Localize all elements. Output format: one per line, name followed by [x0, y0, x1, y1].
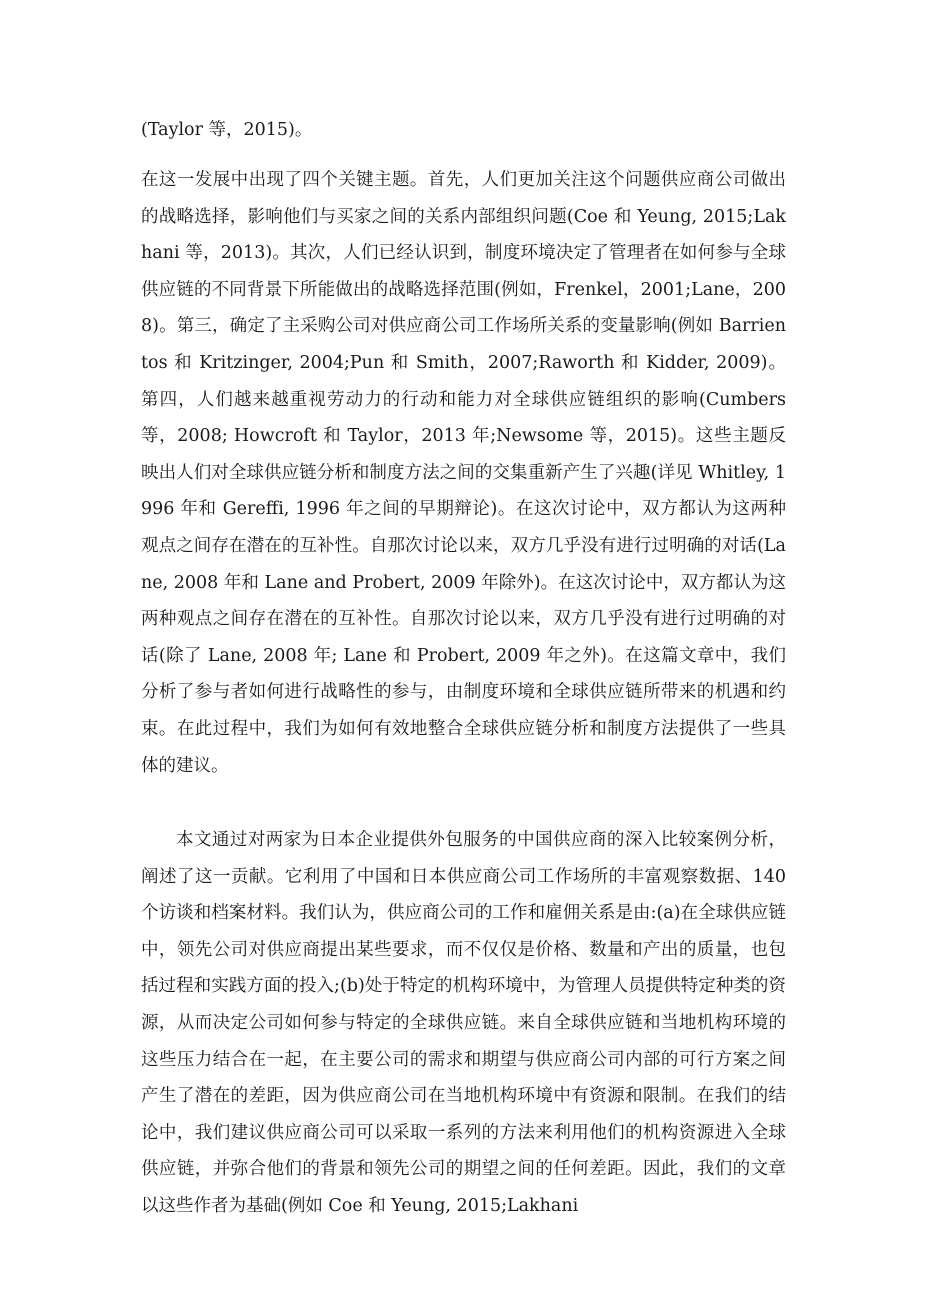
paragraph-key-themes: 在这一发展中出现了四个关键主题。首先，人们更加关注这个问题供应商公司做出的战略选择，影响他们与买家之间的关系内部组织问题(Coe 和 Yeung, 2015;Lakhani 等，2013)。其次，人们已经认识到，制度环境决定了管理者在如何参与全球供应链的不同背景下所能做出的战略选择范围(例如，Frenkel，2001;Lane，2008)。第三，确定了主采购公司对供应商公司工作场所关系的变量影响(例如 Barrientos 和 Kritzinger, 2004;Pun 和 Smith，2007;Raworth 和 Kidder, 2009)。第四，人们越来越重视劳动力的行动和能力对全球供应链组织的影响(Cumbers 等，2008; Howcroft 和 Taylor，2013 年;Newsome 等，2015)。这些主题反映出人们对全球供应链分析和制度方法之间的交集重新产生了兴趣(详见 Whitley, 1996 年和 Gereffi, 1996 年之间的早期辩论)。在这次讨论中，双方都认为这两种观点之间存在潜在的互补性。自那次讨论以来，双方几乎没有进行过明确的对话(Lane, 2008 年和 Lane and Probert, 2009 年除外)。在这次讨论中，双方都认为这两种观点之间存在潜在的互补性。自那次讨论以来，双方几乎没有进行过明确的对话(除了 Lane, 2008 年; Lane 和 Probert, 2009 年之外)。在这篇文章中，我们分析了参与者如何进行战略性的参与，由制度环境和全球供应链所带来的机遇和约束。在此过程中，我们为如何有效地整合全球供应链分析和制度方法提供了一些具体的建议。	[141, 170, 786, 776]
paragraph-fragment: (Taylor 等，2015)。	[141, 120, 313, 140]
paragraph-case-study: 本文通过对两家为日本企业提供外包服务的中国供应商的深入比较案例分析，阐述了这一贡献。它利用了中国和日本供应商公司工作场所的丰富观察数据、140 个访谈和档案材料。我们认为，供应商公司的工作和雇佣关系是由:(a)在全球供应链中，领先公司对供应商提出某些要求，而不仅仅是价格、数量和产出的质量，也包括过程和实践方面的投入;(b)处于特定的机构环境中，为管理人员提供特定种类的资源，从而决定公司如何参与特定的全球供应链。来自全球供应链和当地机构环境的这些压力结合在一起，在主要公司的需求和期望与供应商公司内部的可行方案之间产生了潜在的差距，因为供应商公司在当地机构环境中有资源和限制。在我们的结论中，我们建议供应商公司可以采取一系列的方法来利用他们的机构资源进入全球供应链，并弥合他们的背景和领先公司的期望之间的任何差距。因此，我们的文章以这些作者为基础(例如 Coe 和 Yeung, 2015;Lakhani	[141, 830, 786, 1216]
